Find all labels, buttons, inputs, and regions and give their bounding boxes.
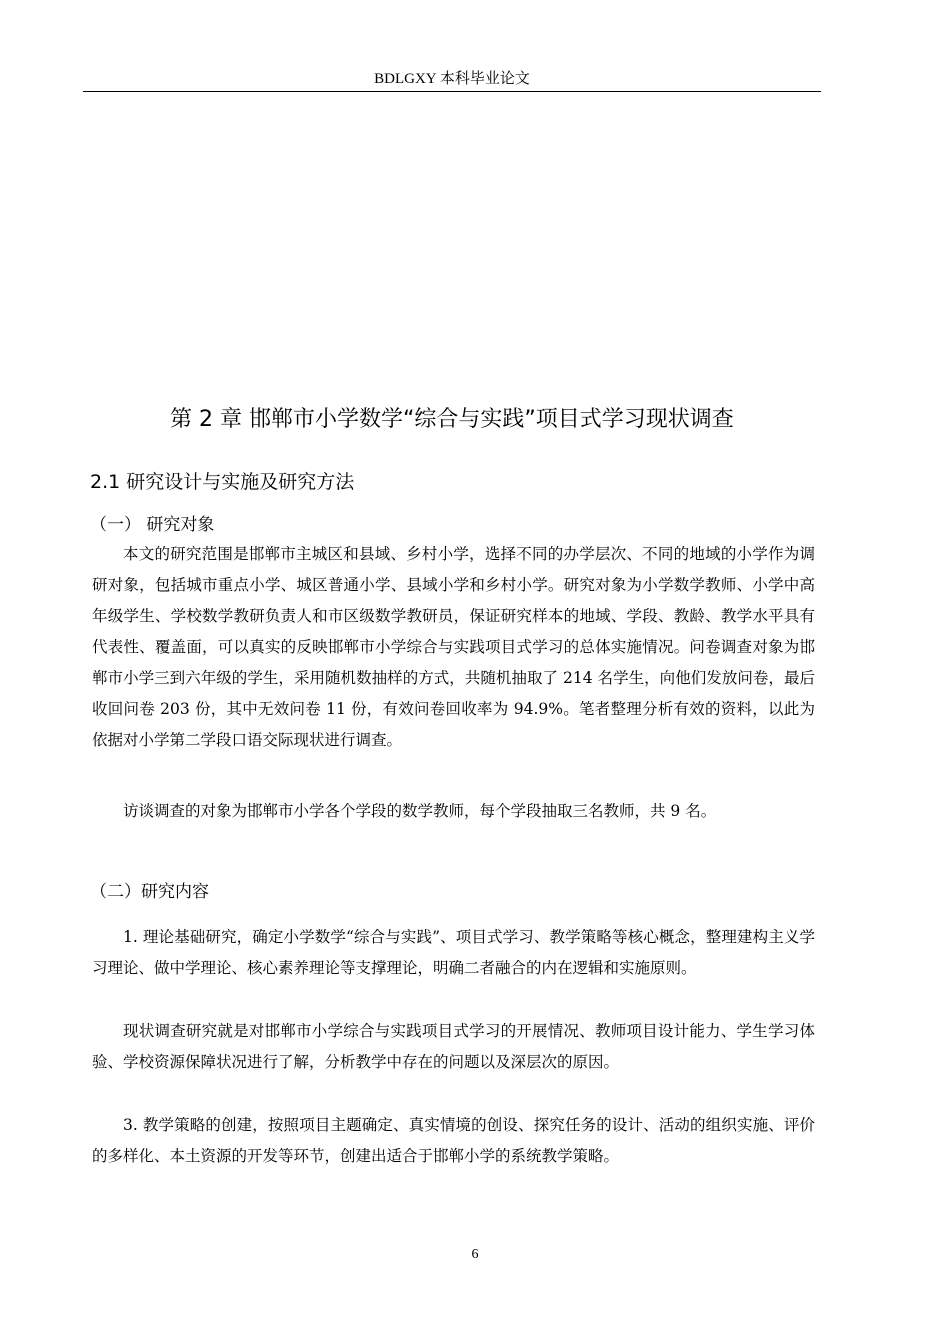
page-number: 6 [471,1247,479,1262]
subsection-title-research-content: （二）研究内容 [90,882,209,902]
subsection-title-research-subjects: （一） 研究对象 [90,515,215,535]
body-paragraph: 1. 理论基础研究，确定小学数学“综合与实践”、项目式学习、教学策略等核心概念，整理建构主义学习理论、做中学理论、核心素养理论等支撑理论，明确二者融合的内在逻辑和实施原则。 [92,928,815,977]
body-paragraph: 访谈调查的对象为邯郸市小学各个学段的数学教师，每个学段抽取三名教师，共 9 名。 [123,802,717,820]
chapter-title: 第 2 章 邯郸市小学数学“综合与实践”项目式学习现状调查 [170,407,734,432]
body-paragraph: 本文的研究范围是邯郸市主城区和县域、乡村小学，选择不同的办学层次、不同的地域的小学作为调研对象，包括城市重点小学、城区普通小学、县域小学和乡村小学。研究对象为小学数学教师、小学中高年级学生、学校数学教研负责人和市区级数学教研员，保证研究样本的地域、学段、教龄、教学水平具有代表性、覆盖面，可以真实的反映邯郸市小学综合与实践项目式学习的总体实施情况。问卷调查对象为邯郸市小学三到六年级的学生，采用随机数抽样的方式，共随机抽取了 214 名学生，向他们发放问卷，最后收回问卷 203 份，其中无效问卷 11 份，有效问卷回收率为 94.9%。笔者整理分析有效的资料，以此为依据对小学第二学段口语交际现状进行调查。 [92,545,815,749]
header-rule [83,91,821,92]
body-paragraph: 现状调查研究就是对邯郸市小学综合与实践项目式学习的开展情况、教师项目设计能力、学生学习体验、学校资源保障状况进行了解，分析教学中存在的问题以及深层次的原因。 [92,1022,815,1071]
body-paragraph: 3. 教学策略的创建，按照项目主题确定、真实情境的创设、探究任务的设计、活动的组织实施、评价的多样化、本土资源的开发等环节，创建出适合于邯郸小学的系统教学策略。 [92,1116,815,1165]
section-title: 2.1 研究设计与实施及研究方法 [90,471,355,493]
running-header: BDLGXY 本科毕业论文 [374,71,530,87]
